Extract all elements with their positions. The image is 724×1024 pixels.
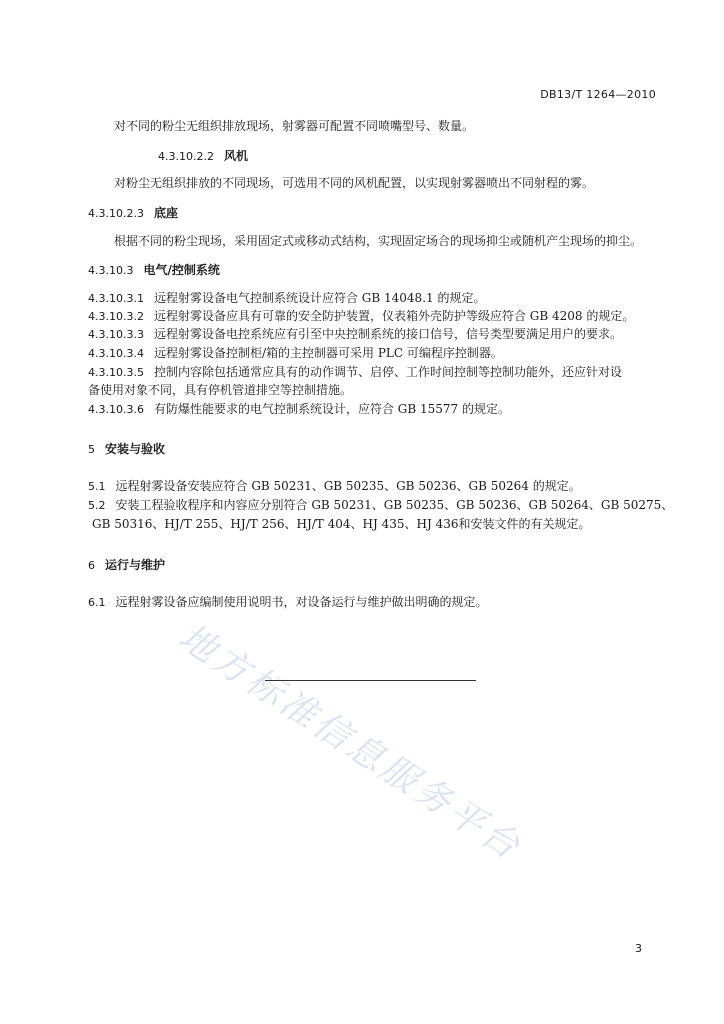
end-separator-line [265,680,476,681]
clause-text: 控制内容除包括通常应具有的动作调节、启停、工作时间控制等控制功能外，还应针对设 [153,365,622,379]
section-number: 6 [88,559,95,572]
clause-text: 远程射雾设备电气控制系统设计应符合 GB 14048.1 的规定。 [153,291,486,305]
clause-number: 4.3.10.3.4 [88,347,144,360]
clause-number: 4.3.10.3.6 [88,403,144,416]
document-code: DB13/T 1264—2010 [540,88,656,101]
paragraph-fan: 对粉尘无组织排放的不同现场，可选用不同的风机配置，以实现射雾器喷出不同射程的雾。 [114,176,595,190]
clause-text: 有防爆性能要求的电气控制系统设计，应符合 GB 15577 的规定。 [153,402,511,416]
section-title: 安装与验收 [105,442,166,456]
clause-4-3-10-3-5-continuation: 备使用对象不同，具有停机管道排空等控制措施。 [88,383,353,397]
clause-number: 6.1 [88,596,106,609]
clause-4-3-10-3-2 [88,308,634,325]
clause-text: 远程射雾设备应具有可靠的安全防护装置，仪表箱外壳防护等级应符合 GB 4208 的规定。 [153,309,635,323]
clause-4-3-10-3-5 [88,364,622,381]
heading-fan [158,148,248,165]
clause-5-2 [88,497,673,514]
paragraph-nozzle: 对不同的粉尘无组织排放现场，射雾器可配置不同喷嘴型号、数量。 [114,119,475,133]
watermark: 地方标准信息服务平台 [171,616,530,869]
paragraph-base: 根据不同的粉尘现场，采用固定式或移动式结构，实现固定场合的现场抑尘或随机产尘现场的抑尘。 [114,234,643,248]
section-number: 5 [88,443,95,456]
clause-text: 远程射雾设备控制柜/箱的主控制器可采用 PLC 可编程序控制器。 [153,346,503,360]
clause-4-3-10-3-4 [88,345,503,362]
clause-number: 4.3.10.3.3 [88,328,144,341]
clause-number: 5.2 [88,499,106,512]
clause-4-3-10-3-3 [88,326,622,343]
heading-number: 4.3.10.2.3 [88,207,144,220]
heading-title: 电气/控制系统 [143,263,220,277]
clause-number: 4.3.10.3.5 [88,366,144,379]
section-title: 运行与维护 [105,558,166,572]
clause-6-1 [88,594,488,611]
clause-5-1 [88,478,581,495]
clause-text: 远程射雾设备电控系统应有引至中央控制系统的接口信号，信号类型要满足用户的要求。 [153,327,622,341]
clause-4-3-10-3-6 [88,401,510,418]
heading-title: 风机 [223,149,248,163]
heading-number: 4.3.10.2.2 [158,150,214,163]
clause-text: 安装工程验收程序和内容应分别符合 GB 50231、GB 50235、GB 50236、GB 50264、GB 50275、 [115,498,674,512]
heading-base [88,205,178,222]
clause-text: 远程射雾设备应编制使用说明书，对设备运行与维护做出明确的规定。 [115,595,488,609]
clause-4-3-10-3-1 [88,290,485,307]
clause-number: 5.1 [88,480,106,493]
clause-number: 4.3.10.3.1 [88,292,144,305]
section-5-heading [88,441,165,458]
clause-number: 4.3.10.3.2 [88,310,144,323]
clause-5-2-continuation: GB 50316、HJ/T 255、HJ/T 256、HJ/T 404、HJ 435、HJ 436和安装文件的有关规定。 [92,517,591,531]
heading-electrical [88,262,220,279]
heading-number: 4.3.10.3 [88,264,134,277]
heading-title: 底座 [153,206,178,220]
clause-text: 远程射雾设备安装应符合 GB 50231、GB 50235、GB 50236、GB 50264 的规定。 [115,479,581,493]
page-number: 3 [635,942,642,955]
section-6-heading [88,557,165,574]
